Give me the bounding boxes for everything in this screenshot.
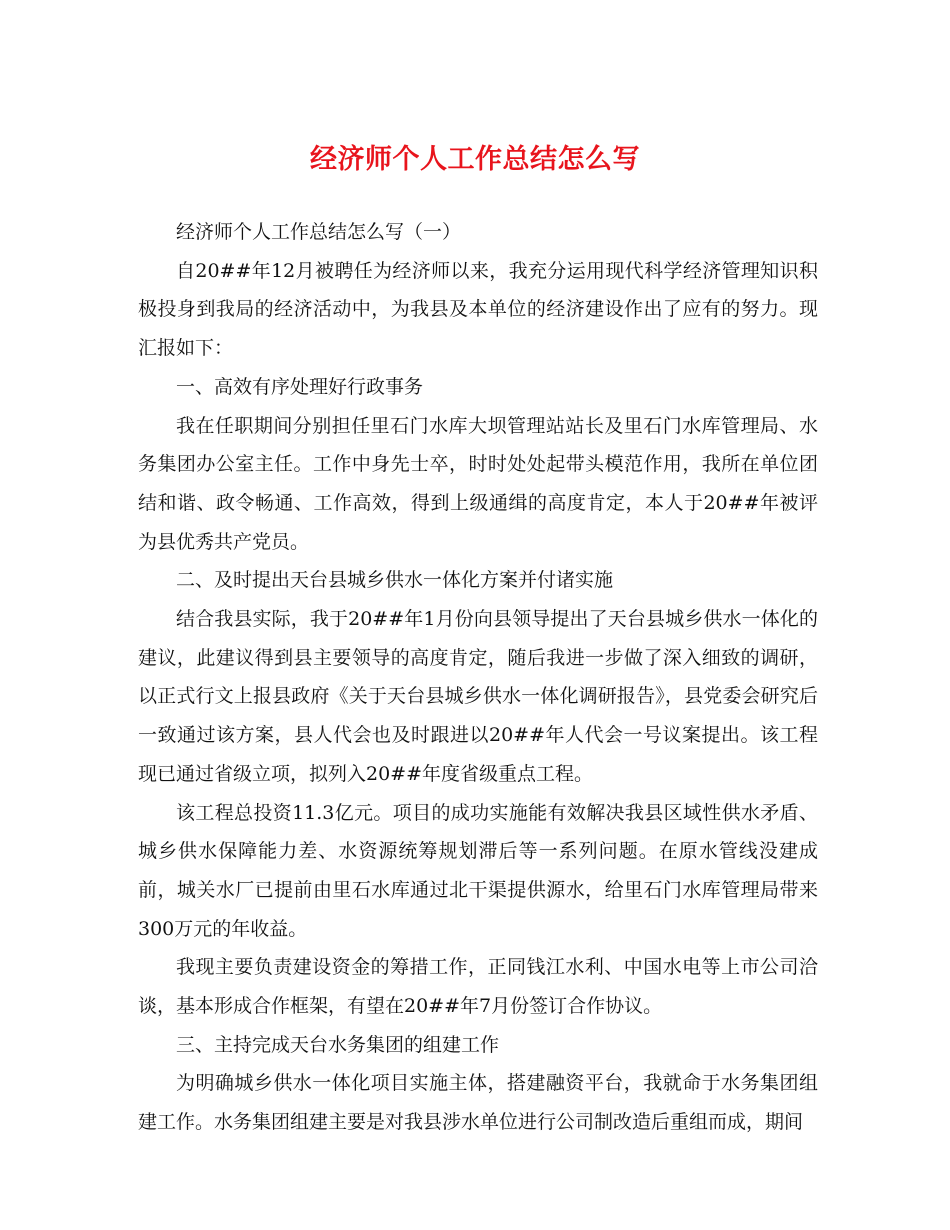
document-title: 经济师个人工作总结怎么写 [310,144,640,175]
section-heading: 经济师个人工作总结怎么写（一） [176,221,462,243]
paragraph: 自20##年12月被聘任为经济师以来，我充分运用现代科学经济管理知识积极投身到我局的经济活动中，为我县及本单位的经济建设作出了应有的努力。现汇报如下： [138,259,818,360]
paragraph: 我在任职期间分别担任里石门水库大坝管理站站长及里石门水库管理局、水务集团办公室主任。工作中身先士卒，时时处处起带头模范作用，我所在单位团结和谐、政令畅通、工作高效，得到上级通缉的高度肯定，本人于20##年被评为县优秀共产党员。 [138,414,818,553]
section-heading: 一、高效有序处理好行政事务 [176,375,424,398]
paragraph: 结合我县实际，我于20##年1月份向县领导提出了天台县城乡供水一体化的建议，此建议得到县主要领导的高度肯定，随后我进一步做了深入细致的调研，以正式行文上报县政府《关于天台县城乡供水一体化调研报告》，县党委会研究后一致通过该方案，县人代会也及时跟进以20##年人代会一号议案提出。该工程现已通过省级立项，拟列入20##年度省级重点工程。 [138,608,818,785]
paragraph: 我现主要负责建设资金的筹措工作，正同钱江水利、中国水电等上市公司洽谈，基本形成合作框架，有望在20##年7月份签订合作协议。 [138,956,818,1018]
paragraph: 为明确城乡供水一体化项目实施主体，搭建融资平台，我就命于水务集团组建工作。水务集团组建主要是对我县涉水单位进行公司制改造后重组而成，期间 [138,1072,818,1134]
document-body [138,213,818,1142]
section-heading: 二、及时提出天台县城乡供水一体化方案并付诸实施 [176,569,614,592]
paragraph: 该工程总投资11.3亿元。项目的成功实施能有效解决我县区域性供水矛盾、城乡供水保障能力差、水资源统筹规划滞后等一系列问题。在原水管线没建成前，城关水厂已提前由里石水库通过北干渠提供源水，给里石门水库管理局带来300万元的年收益。 [138,801,818,940]
section-heading: 三、主持完成天台水务集团的组建工作 [176,1033,500,1056]
